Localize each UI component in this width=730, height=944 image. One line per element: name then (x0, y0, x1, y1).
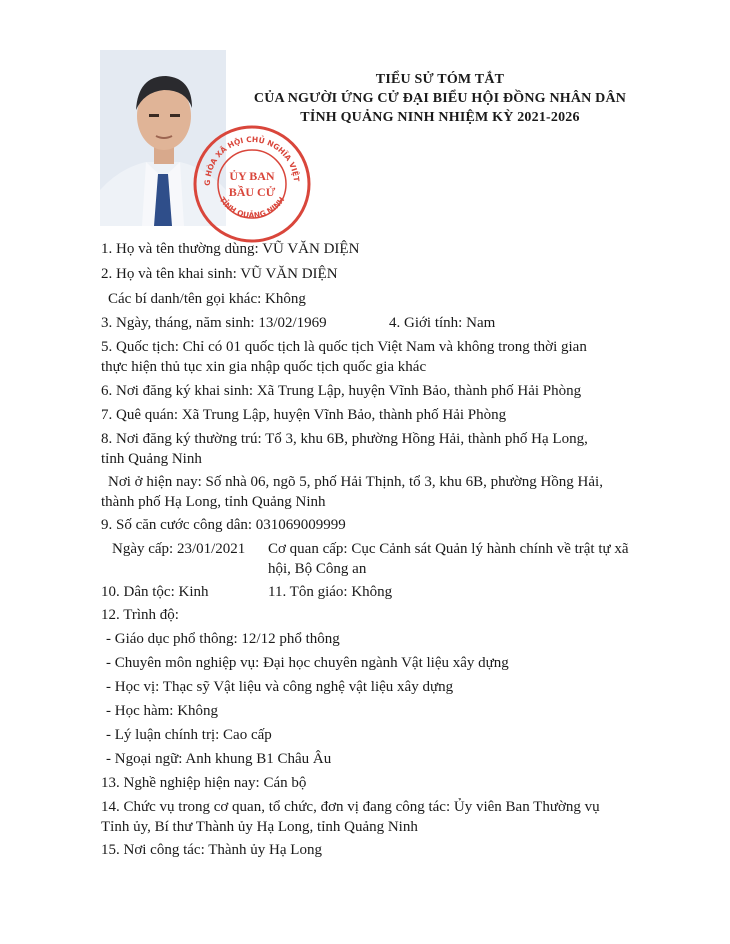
field-label: 10. Dân tộc: (101, 584, 175, 600)
field-birth-registration (101, 381, 581, 401)
field-education-major: - Chuyên môn nghiệp vụ: Đại học chuyên ngành Vật liệu xây dựng (106, 655, 509, 671)
field-birth-name (101, 264, 338, 284)
field-value: Thành ủy Hạ Long (204, 842, 322, 858)
field-position-line-1: 14. Chức vụ trong cơ quan, tổ chức, đơn vị đang công tác: Ủy viên Ban Thường vụ (101, 799, 600, 815)
field-education-heading: 12. Trình độ: (101, 607, 179, 623)
field-value: Cán bộ (259, 775, 307, 791)
field-education-politics: - Lý luận chính trị: Cao cấp (106, 727, 272, 743)
field-education-degree: - Học vị: Thạc sỹ Vật liệu và công nghệ vật liệu xây dựng (106, 679, 454, 695)
field-value: Nam (462, 315, 496, 331)
field-occupation (101, 773, 306, 793)
field-value: VŨ VĂN DIỆN (236, 266, 338, 282)
field-label: 4. Giới tính: (389, 315, 463, 331)
field-nationality-line-1: 5. Quốc tịch: Chỉ có 01 quốc tịch là quốc tịch Việt Nam và không trong thời gian (101, 339, 587, 355)
field-issue-date: Ngày cấp: 23/01/2021 (112, 541, 246, 557)
field-value: 031069009999 (252, 517, 346, 533)
field-workplace (101, 840, 322, 860)
field-label: 3. Ngày, tháng, năm sinh: (101, 315, 255, 331)
field-value: Không (347, 584, 393, 600)
field-ethnicity (101, 582, 208, 602)
field-common-name (101, 239, 359, 259)
field-value: Xã Trung Lập, huyện Vĩnh Bảo, thành phố Hải Phòng (178, 407, 507, 423)
svg-text:ỦY BAN: ỦY BAN (229, 169, 275, 183)
field-education-general: - Giáo dục phổ thông: 12/12 phổ thông (106, 631, 340, 647)
stamp-seal (190, 122, 314, 246)
title-line-2: CỦA NGƯỜI ỨNG CỬ ĐẠI BIỂU HỘI ĐỒNG NHÂN DÂN (253, 91, 627, 106)
field-nationality-line-2: thực hiện thủ tục xin gia nhập quốc tịch quốc gia khác (101, 359, 427, 375)
field-label: 7. Quê quán: (101, 407, 179, 423)
field-education-language: - Ngoại ngữ: Anh khung B1 Châu Âu (106, 751, 332, 767)
field-value: Không (261, 291, 306, 307)
field-label: 15. Nơi công tác: (101, 842, 205, 858)
field-gender (389, 313, 495, 333)
field-hometown (101, 405, 506, 425)
field-label: 13. Nghề nghiệp hiện nay: (101, 775, 260, 791)
field-value: VŨ VĂN DIỆN (258, 241, 360, 257)
field-education-title: - Học hàm: Không (106, 703, 219, 719)
field-label: 9. Số căn cước công dân: (101, 517, 253, 533)
svg-text:TỈNH QUẢNG NINH: TỈNH QUẢNG NINH (217, 195, 287, 220)
field-birth-date (101, 313, 327, 333)
field-issuer-line-2: hội, Bộ Công an (268, 561, 367, 577)
field-label: 1. Họ và tên thường dùng: (101, 241, 259, 257)
election-committee-stamp (190, 122, 314, 246)
field-position-line-2: Tỉnh ủy, Bí thư Thành ủy Hạ Long, tỉnh Quảng Ninh (101, 819, 418, 835)
field-label: 6. Nơi đăng ký khai sinh: (101, 383, 254, 399)
field-issuer-line-1: Cơ quan cấp: Cục Cảnh sát Quản lý hành chính về trật tự xã (268, 541, 629, 557)
field-value: Xã Trung Lập, huyện Vĩnh Bảo, thành phố Hải Phòng (253, 383, 582, 399)
field-alias (108, 289, 306, 309)
document-title (230, 70, 650, 127)
title-line-3: TỈNH QUẢNG NINH NHIỆM KỲ 2021-2026 (300, 110, 580, 125)
field-value: 13/02/1969 (254, 315, 327, 331)
field-religion (268, 582, 392, 602)
field-label: 11. Tôn giáo: (268, 584, 348, 600)
field-current-address-line-2: thành phố Hạ Long, tỉnh Quảng Ninh (101, 494, 326, 510)
svg-text:BẦU CỬ: BẦU CỬ (228, 185, 276, 199)
svg-text:CỘNG HÒA XÃ HỘI CHỦ NGHĨA VIỆT: G HÒA XÃ HỘI CHỦ NGHĨA VIỆT (202, 134, 301, 186)
field-value: Kinh (174, 584, 209, 600)
field-label: 2. Họ và tên khai sinh: (101, 266, 237, 282)
title-line-1: TIỂU SỬ TÓM TẮT (375, 72, 505, 87)
field-permanent-address-line-1: 8. Nơi đăng ký thường trú: Tổ 3, khu 6B, phường Hồng Hải, thành phố Hạ Long, (101, 431, 588, 447)
field-permanent-address-line-2: tỉnh Quảng Ninh (101, 451, 202, 467)
field-current-address-line-1: Nơi ở hiện nay: Số nhà 06, ngõ 5, phố Hải Thịnh, tổ 3, khu 6B, phường Hồng Hải, (108, 474, 603, 490)
field-id-number (101, 515, 346, 535)
field-label: Các bí danh/tên gọi khác: (108, 291, 262, 307)
